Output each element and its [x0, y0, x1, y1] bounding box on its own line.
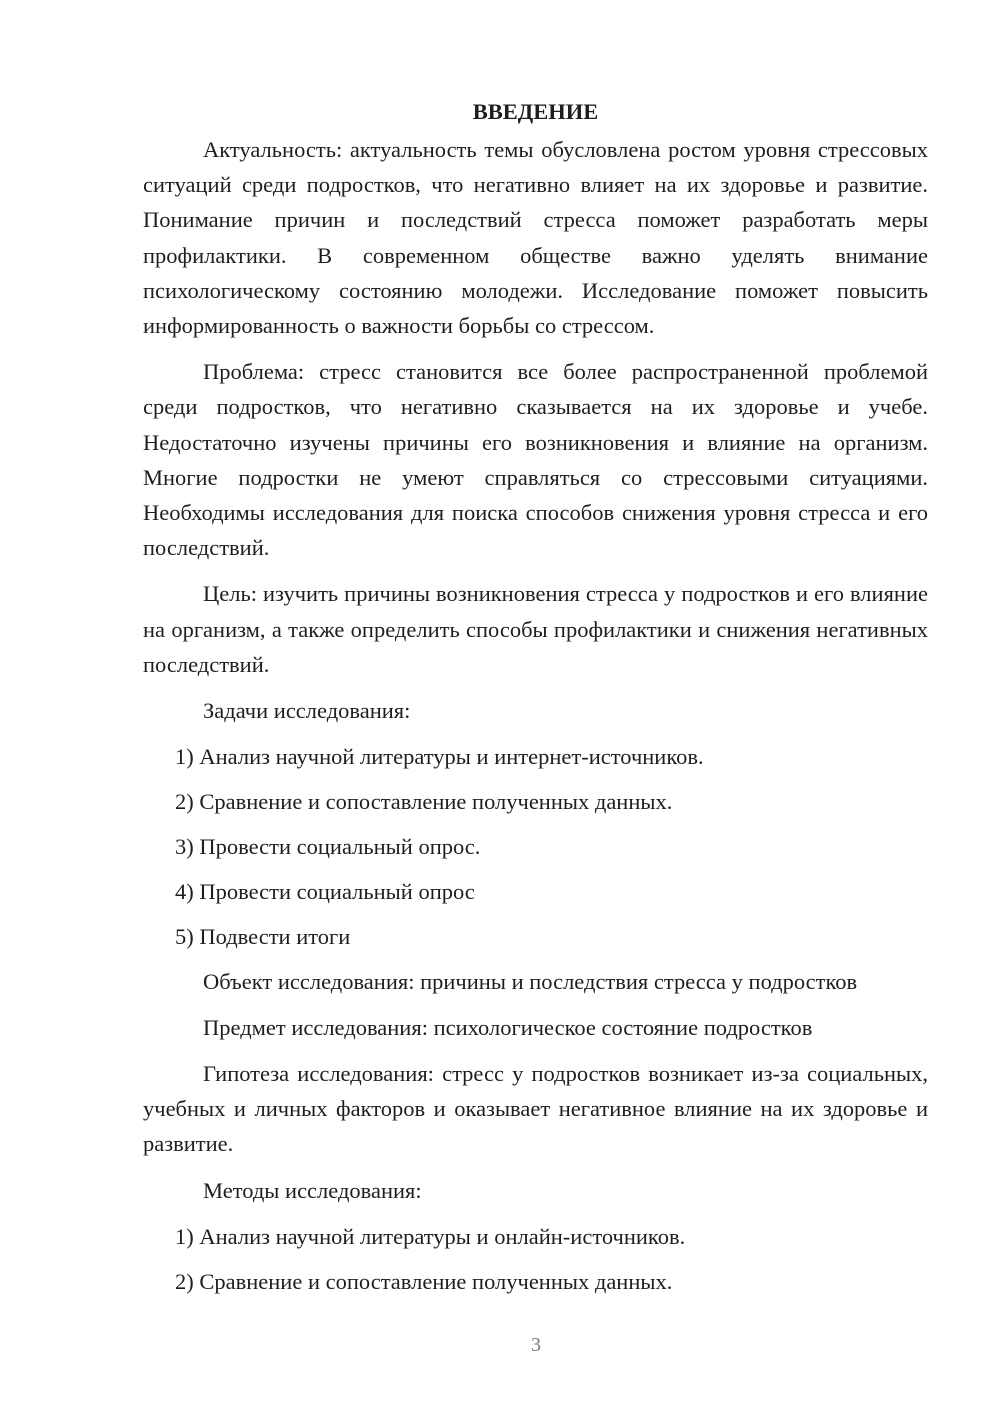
- problem-paragraph: Проблема: стресс становится все более распространенной проблемой среди подростков, что негативно сказывается на их здоровье и учебе. Недостаточно изучены причины его возникновения и влияние на организм. Многие подростки не умеют справляться со стрессовыми ситуациями. Необходимы исследования для поиска способов снижения уровня стресса и его последствий.: [143, 359, 928, 561]
- tasks-heading: Задачи исследования:: [203, 698, 411, 724]
- subject-line: Предмет исследования: психологическое состояние подростков: [203, 1015, 813, 1041]
- object-line: Объект исследования: причины и последствия стресса у подростков: [203, 969, 858, 995]
- section-title: ВВЕДЕНИЕ: [472, 99, 599, 124]
- list-item: 1) Анализ научной литературы и интернет-источников.: [175, 744, 704, 770]
- tasks-list: [143, 739, 928, 954]
- list-item: 3) Провести социальный опрос.: [175, 834, 481, 860]
- page-number: 3: [531, 1334, 541, 1356]
- document-body: [143, 94, 928, 1309]
- relevance-paragraph: Актуальность: актуальность темы обусловлена ростом уровня стрессовых ситуаций среди подростков, что негативно влияет на их здоровье и развитие. Понимание причин и последствий стресса поможет разработать меры профилактики. В современном обществе важно уделять внимание психологическому состоянию молодежи. Исследование поможет повысить информированность о важности борьбы со стрессом.: [143, 137, 928, 339]
- list-item: 2) Сравнение и сопоставление полученных данных.: [175, 789, 673, 815]
- list-item: 1) Анализ научной литературы и онлайн-источников.: [175, 1223, 686, 1249]
- methods-list: [143, 1219, 928, 1299]
- methods-heading: Методы исследования:: [203, 1177, 422, 1203]
- hypothesis-paragraph: Гипотеза исследования: стресс у подростков возникает из-за социальных, учебных и личных факторов и оказывает негативное влияние на их здоровье и развитие.: [143, 1061, 928, 1157]
- goal-paragraph: Цель: изучить причины возникновения стресса у подростков и его влияние на организм, а также определить способы профилактики и снижения негативных последствий.: [143, 581, 928, 677]
- list-item: 2) Сравнение и сопоставление полученных данных.: [175, 1268, 673, 1294]
- list-item: 5) Подвести итоги: [175, 924, 351, 950]
- list-item: 4) Провести социальный опрос: [175, 879, 475, 905]
